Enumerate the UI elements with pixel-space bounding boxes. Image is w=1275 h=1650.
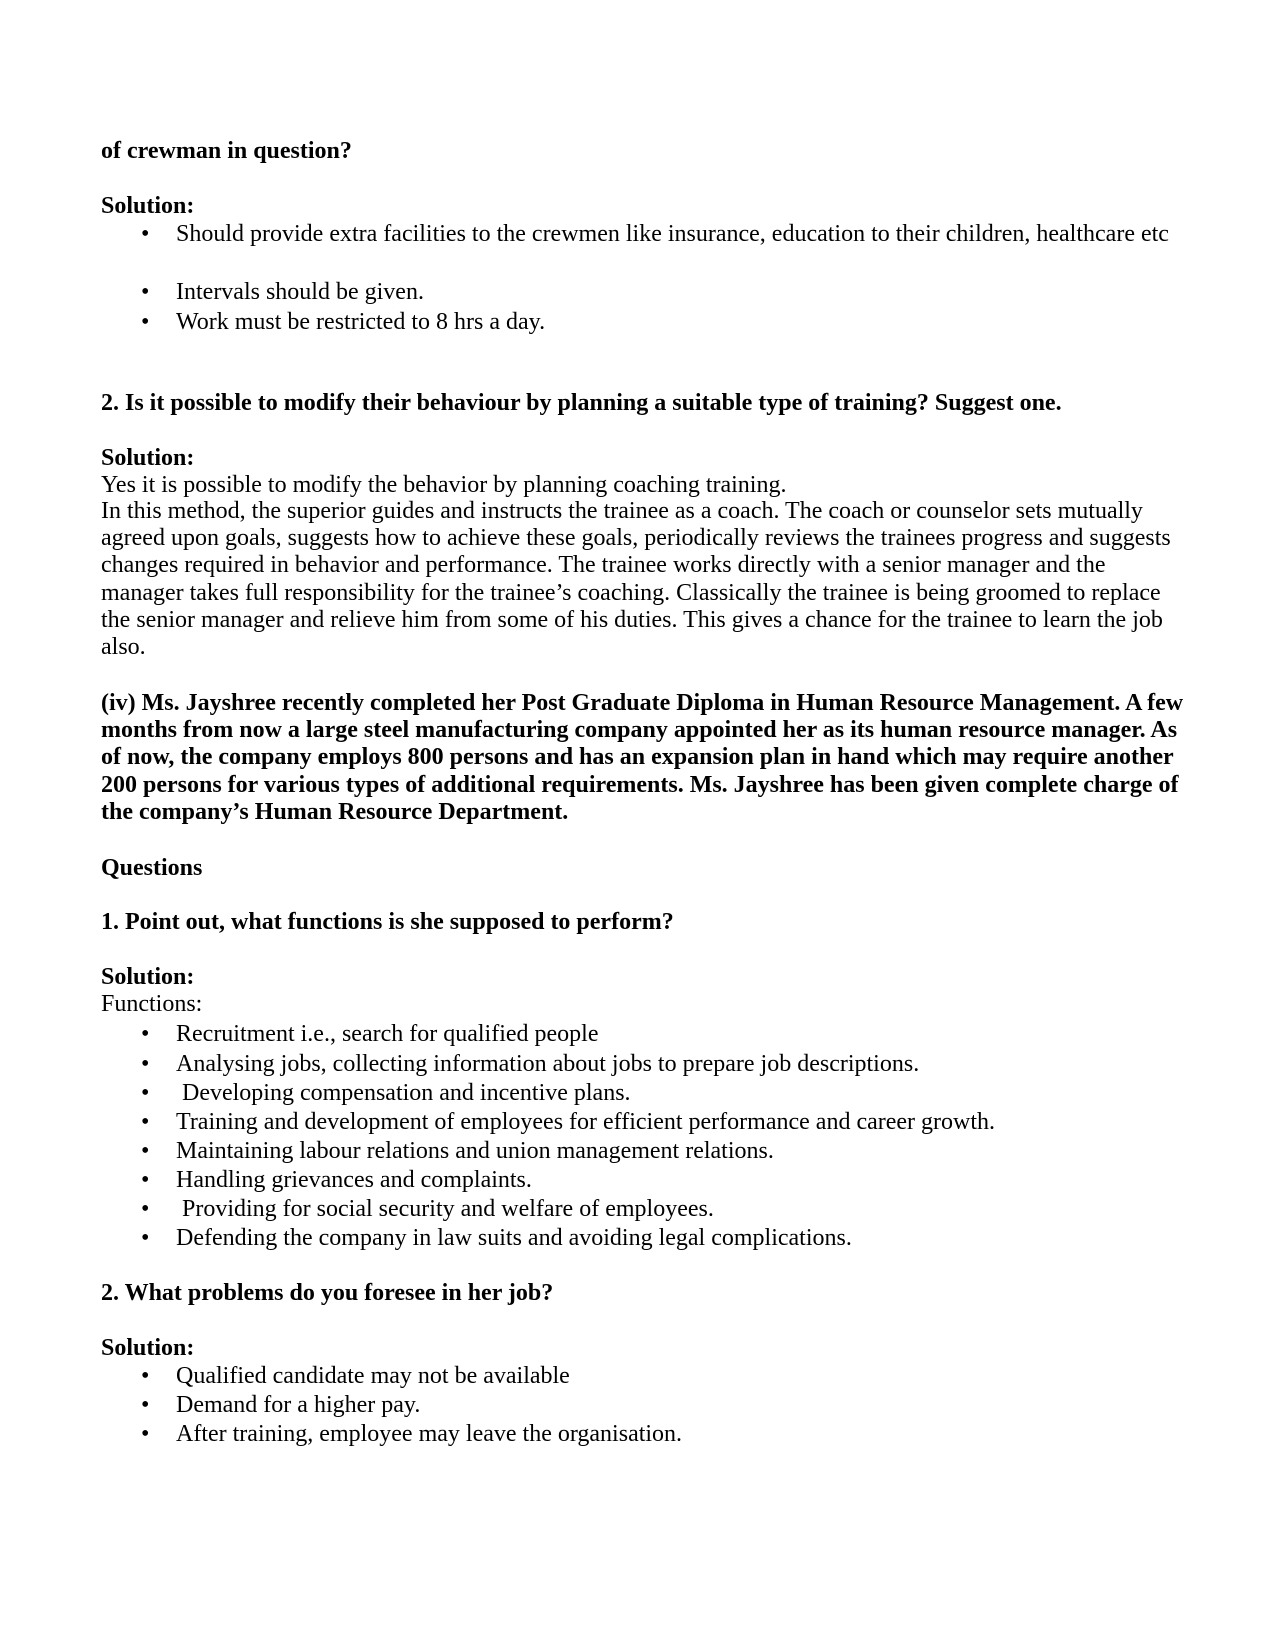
- answer-paragraph: In this method, the superior guides and instructs the trainee as a coach. The coach or counselor sets mutually agreed upon goals, suggests how to achieve these goals, periodically reviews the trainees progress and suggests changes required in behavior and performance. The trainee works directly with a senior manager and the manager takes full responsibility for the trainee’s coaching. Classically the trainee is being groomed to replace the senior manager and relieve him from some of his duties. This gives a chance for the trainee to learn the job also.: [101, 498, 1171, 661]
- list-item: • Qualified candidate may not be available: [141, 1363, 570, 1389]
- list-item: • Analysing jobs, collecting information about jobs to prepare job descriptions.: [141, 1051, 920, 1077]
- functions-bullet-list: [101, 1020, 1191, 1253]
- bullet-icon: •: [141, 1392, 150, 1418]
- bullet-icon: •: [141, 1080, 150, 1106]
- bullet-icon: •: [141, 1167, 150, 1193]
- list-item: • Maintaining labour relations and union management relations.: [141, 1138, 774, 1164]
- solution-bullet-list: [101, 220, 1191, 338]
- bullet-icon: •: [141, 221, 150, 247]
- bullet-icon: •: [141, 1421, 150, 1447]
- list-item: • Developing compensation and incentive plans.: [141, 1080, 631, 1106]
- bullet-icon: •: [141, 309, 150, 335]
- case-paragraph: (iv) Ms. Jayshree recently completed her Post Graduate Diploma in Human Resource Management. A few months from now a large steel manufacturing company appointed her as its human resource manager. As of now, the company employs 800 persons and has an expansion plan in hand which may require another 200 persons for various types of additional requirements. Ms. Jayshree has been given complete charge of the company’s Human Resource Department.: [101, 690, 1184, 825]
- answer-line: Yes it is possible to modify the behavior by planning coaching training.: [101, 472, 787, 498]
- list-item: • Handling grievances and complaints.: [141, 1167, 532, 1193]
- bullet-icon: •: [141, 1225, 150, 1251]
- bullet-icon: •: [141, 1051, 150, 1077]
- bullet-icon: •: [141, 1109, 150, 1135]
- functions-intro: Functions:: [101, 991, 203, 1017]
- list-item: • Work must be restricted to 8 hrs a day.: [141, 309, 546, 335]
- list-item: • Training and development of employees for efficient performance and career growth.: [141, 1109, 996, 1135]
- solution-label: Solution:: [101, 445, 195, 471]
- bullet-icon: •: [141, 279, 150, 305]
- bullet-icon: •: [141, 1138, 150, 1164]
- question-heading: 2. What problems do you foresee in her job?: [101, 1280, 554, 1306]
- list-item: • Recruitment i.e., search for qualified people: [141, 1021, 599, 1047]
- list-item: • Intervals should be given.: [141, 279, 424, 305]
- question-heading: 2. Is it possible to modify their behaviour by planning a suitable type of training? Suggest one.: [101, 390, 1062, 416]
- list-item: • After training, employee may leave the organisation.: [141, 1421, 683, 1447]
- solution-label: Solution:: [101, 193, 195, 219]
- question-heading: 1. Point out, what functions is she supposed to perform?: [101, 909, 674, 935]
- bullet-icon: •: [141, 1021, 150, 1047]
- solution-label: Solution:: [101, 964, 195, 990]
- list-item: • Defending the company in law suits and avoiding legal complications.: [141, 1225, 852, 1251]
- bullet-icon: •: [141, 1196, 150, 1222]
- solution-label: Solution:: [101, 1335, 195, 1361]
- list-item: • Providing for social security and welfare of employees.: [141, 1196, 714, 1222]
- questions-heading: Questions: [101, 855, 203, 881]
- bullet-icon: •: [141, 1363, 150, 1389]
- problems-bullet-list: [101, 1362, 1191, 1449]
- question-tail: of crewman in question?: [101, 138, 352, 164]
- list-item: • Demand for a higher pay.: [141, 1392, 421, 1418]
- list-item: • Should provide extra facilities to the crewmen like insurance, education to their children, healthcare etc: [141, 221, 1169, 247]
